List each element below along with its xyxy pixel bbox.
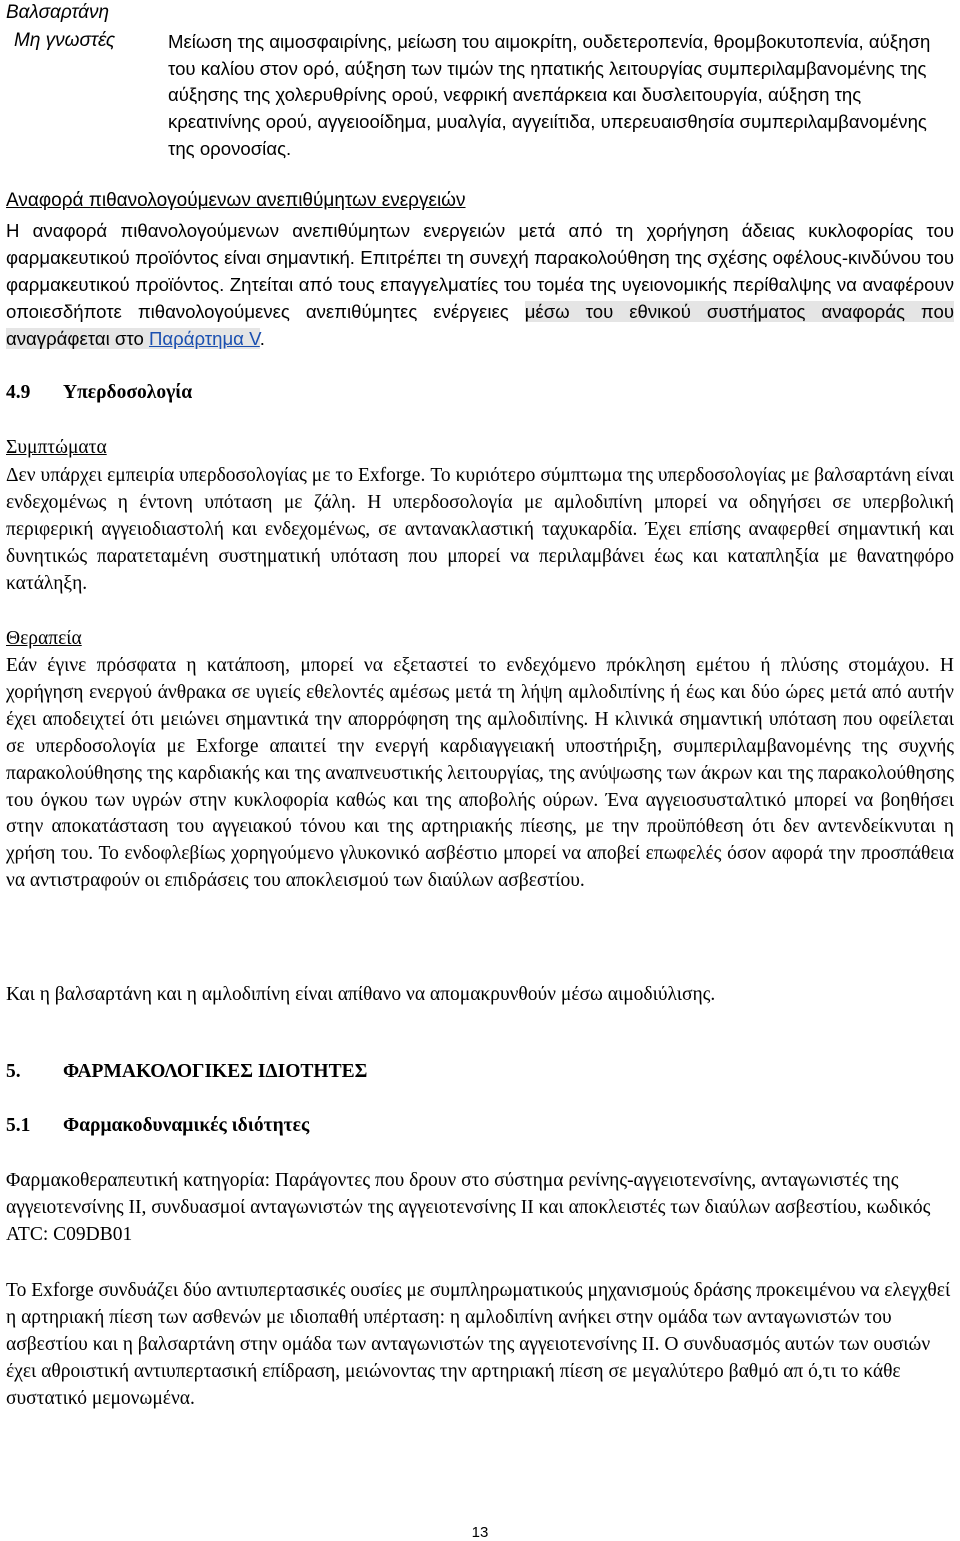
section-title: Φαρμακοδυναμικές ιδιότητες [63, 1115, 310, 1136]
section-title: Υπερδοσολογία [63, 382, 193, 403]
reporting-highlighted-text: μέσω του εθνικού συστήματος αναφοράς που αναγράφεται στο Παράρτημα V [6, 300, 955, 349]
section-number: 5.1 [6, 1115, 31, 1136]
section-5-heading [6, 1061, 367, 1083]
symptoms-title: Συμπτώματα [6, 437, 107, 458]
reporting-text: Η αναφορά πιθανολογούμενων ανεπιθύμητων ενεργειών μετά από τη χορήγηση άδειας κυκλοφορίας του φαρμακευτικού προϊόντος είναι σημαντική. Επιτρέπει τη συνεχή παρακολούθηση της σχέσης οφέλους-κινδύνου του φαρμακευτικού προϊόντος. Ζητείται από τους επαγγελματίες του τομέα της υγειονομικής περίθαλψης να αναφέρουν οποιεσδήποτε πιθανολογούμενες ανεπιθύμητες ενέργειες [6, 220, 954, 322]
exforge-description-text: Το Exforge συνδυάζει δύο αντιυπερτασικές ουσίες με συμπληρωματικούς μηχανισμούς δράσης προκειμένου να ελεγχθεί η αρτηριακή πίεση των ασθενών με ιδιοπαθή υπέρταση: η αμλοδιπίνη ανήκει στην ομάδα των ανταγωνιστών του ασβεστίου και η βαλσαρτάνη στην ομάδα των ανταγωνιστών της αγγειοτενσίνης ΙΙ. Ο συνδυασμός αυτών των ουσιών έχει αθροιστική αντιυπερτασική επίδραση, μειώνοντας την αρτηριακή πίεση σε μεγαλύτερο βαθμό απ ό,τι το κάθε συστατικό μεμονωμένα. [6, 1280, 951, 1409]
dialysis-text: Και η βαλσαρτάνη και η αμλοδιπίνη είναι απίθανο να απομακρυνθούν μέσω αιμοδιύλισης. [6, 984, 716, 1005]
adverse-frequency-label: Μη γνωστές [14, 30, 116, 51]
treatment-text: Εάν έγινε πρόσφατα η κατάποση, μπορεί να εξεταστεί το ενδεχόμενο πρόκληση εμέτου ή πλύσης στομάχου. Η χορήγηση ενεργού άνθρακα σε υγιείς εθελοντές αμέσως μετά τη λήψη αμλοδιπίνης ή έως και δύο ώρες μετά από αυτήν έχει αποδειχτεί ότι μειώνει σημαντικά την απορρόφηση της αμλοδιπίνης. Η κλινικά σημαντική υπόταση που οφείλεται σε υπερδοσολογία με Exforge απαιτεί την ενεργή καρδιαγγειακή υποστήριξη, συμπεριλαμβανομένης της συχνής παρακολούθησης της καρδιακής και της αναπνευστικής λειτουργίας, της ανύψωσης των άκρων και της παρακολούθησης του όγκου των υγρών στην κυκλοφορία καθώς και της αποβολής ούρων. Ένα αγγειοσυσταλτικό μπορεί να βοηθήσει στην αποκατάσταση του αγγειακού τόνου και της αρτηριακής πίεσης, με την προϋπόθεση ότι δεν αντενδείκνυται η χρήση του. Το ενδοφλεβίως χορηγούμενο γλυκονικό ασβέστιο μπορεί να αποβεί επωφελές όσον αφορά την προσπάθεια να αντιστραφούν οι επιδράσεις του αποκλεισμού των διαύλων ασβεστίου. [6, 655, 954, 892]
symptoms-text: Δεν υπάρχει εμπειρία υπερδοσολογίας με το Exforge. Το κυριότερο σύμπτωμα της υπερδοσολογίας με βαλσαρτάνη είναι ενδεχομένως η έντονη υπόταση με ζάλη. Η υπερδοσολογία με αμλοδιπίνη μπορεί να οδηγήσει σε υπερβολική περιφερική αγγειοδιαστολή και ενδεχομένως, σε αντανακλαστική ταχυκαρδία. Έχει επίσης αναφερθεί σημαντική και δυνητικώς παρατεταμένη συστηματική υπόταση που μπορεί να περιλαμβάνει έως και καταπληξία με θανατηφόρο κατάληξη. [6, 465, 954, 594]
pharmacotherapeutic-category-text: Φαρμακοθεραπευτική κατηγορία: Παράγοντες που δρουν στο σύστημα ρενίνης-αγγειοτενσίνης, ανταγωνιστές της αγγειοτενσίνης ΙΙ, συνδυασμοί ανταγωνιστών της αγγειοτενσίνης ΙΙ και αποκλειστές των διαύλων ασβεστίου, κωδικός ATC: C09DB01 [6, 1170, 931, 1245]
section-4-9-heading [6, 382, 192, 404]
section-5-1-heading [6, 1115, 309, 1137]
section-number: 5. [6, 1061, 21, 1082]
reporting-title: Αναφορά πιθανολογούμενων ανεπιθύμητων ενεργειών [6, 190, 466, 211]
adverse-effects-text: Μείωση της αιμοσφαιρίνης, μείωση του αιμοκρίτη, ουδετεροπενία, θρομβοκυτοπενία, αύξηση του καλίου στον ορό, αύξηση των τιμών της ηπατικής λειτουργίας συμπεριλαμβανομένης της αύξησης της χολερυθρίνης ορού, νεφρική ανεπάρκεια και δυσλειτουργία, αύξηση της κρεατινίνης ορού, αγγειοοίδημα, μυαλγία, αγγειίτιδα, υπερευαισθησία συμπεριλαμβανομένης της ορονοσίας. [168, 31, 931, 159]
section-title: ΦΑΡΜΑΚΟΛΟΓΙΚΕΣ ΙΔΙΟΤΗΤΕΣ [63, 1061, 368, 1082]
section-number: 4.9 [6, 382, 31, 403]
reporting-paragraph: Η αναφορά πιθανολογούμενων ανεπιθύμητων ενεργειών μετά από τη χορήγηση άδειας κυκλοφορίας του φαρμακευτικού προϊόντος είναι σημαντική. Επιτρέπει τη συνεχή παρακολούθηση της σχέσης οφέλους-κινδύνου του φαρμακευτικού προϊόντος. Ζητείται από τους επαγγελματίες του τομέα της υγειονομικής περίθαλψης να αναφέρουν οποιεσδήποτε πιθανολογούμενες ανεπιθύμητες ενέργειες μέσω του εθνικού συστήματος αναφοράς που αναγράφεται στο Παράρτημα V. [6, 220, 955, 349]
annex-v-link[interactable]: Παράρτημα V [148, 327, 260, 349]
treatment-title: Θεραπεία [6, 628, 82, 649]
page-number: 13 [471, 1524, 489, 1541]
adverse-drug-label: Βαλσαρτάνη [6, 2, 110, 23]
